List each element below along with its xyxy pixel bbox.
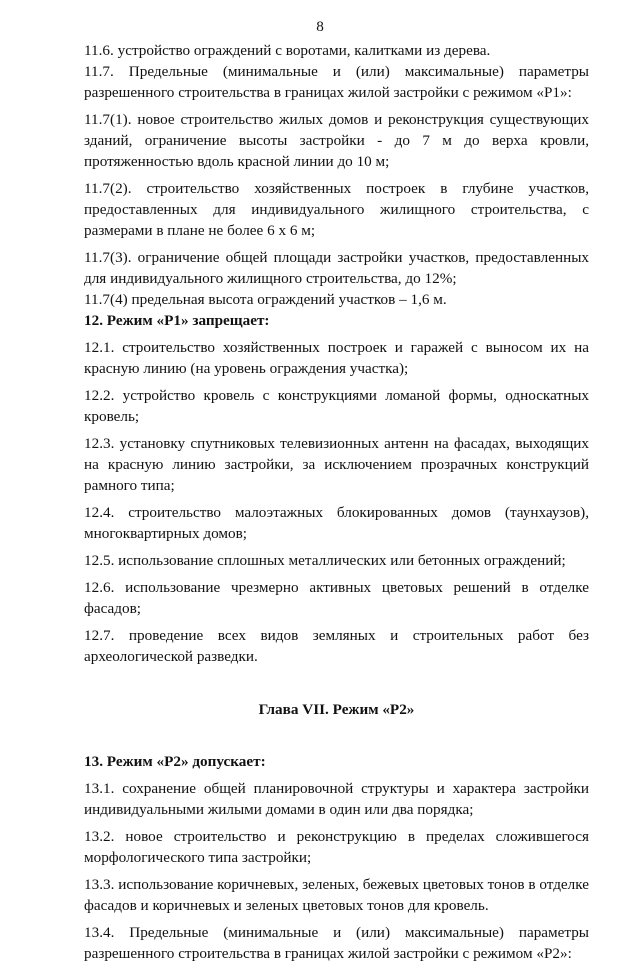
paragraph-13-3: 13.3. использование коричневых, зеленых, бежевых цветовых тонов в отделке фасадов и коричневых и зеленых цветовых тонов для кровель.: [84, 876, 589, 914]
paragraph-13-4: 13.4. Предельные (минимальные и (или) максимальные) параметры разрешенного строительства в границах жилой застройки с режимом «Р2»:: [84, 924, 589, 962]
page-content: [84, 40, 589, 964]
paragraph-11-7-4: 11.7(4) предельная высота ограждений участков – 1,6 м.: [84, 291, 447, 308]
paragraph-12-2: 12.2. устройство кровель с конструкциями ломаной формы, односкатных кровель;: [84, 387, 589, 425]
paragraph-12-5: 12.5. использование сплошных металлических или бетонных ограждений;: [84, 552, 566, 569]
page-number: 8: [316, 18, 324, 35]
paragraph-12-7: 12.7. проведение всех видов земляных и строительных работ без археологической разведки.: [84, 627, 589, 665]
chapter-title: Глава VII. Режим «Р2»: [258, 701, 415, 718]
paragraph-11-7-3: 11.7(3). ограничение общей площади застройки участков, предоставленных для индивидуального жилищного строительства, до 12%;: [84, 249, 589, 287]
paragraph-12-4: 12.4. строительство малоэтажных блокированных домов (таунхаузов), многоквартирных домов;: [84, 504, 589, 542]
section-heading-13: 13. Режим «Р2» допускает:: [84, 753, 266, 770]
paragraph-11-6: 11.6. устройство ограждений с воротами, калитками из дерева.: [84, 42, 491, 59]
paragraph-13-2: 13.2. новое строительство и реконструкцию в пределах сложившегося морфологического типа застройки;: [84, 828, 589, 866]
section-heading-12: 12. Режим «Р1» запрещает:: [84, 312, 270, 329]
paragraph-11-7: 11.7. Предельные (минимальные и (или) максимальные) параметры разрешенного строительства в границах жилой застройки с режимом «Р1»:: [84, 63, 589, 101]
paragraph-11-7-1: 11.7(1). новое строительство жилых домов и реконструкция существующих зданий, ограничение высоты застройки - до 7 м до верха кровли, протяженностью вдоль красной линии до 10 м;: [84, 111, 589, 170]
paragraph-12-1: 12.1. строительство хозяйственных построек и гаражей с выносом их на красную линию (на уровень ограждения участка);: [84, 339, 589, 377]
paragraph-12-6: 12.6. использование чрезмерно активных цветовых решений в отделке фасадов;: [84, 579, 589, 617]
paragraph-12-3: 12.3. установку спутниковых телевизионных антенн на фасадах, выходящих на красную линию застройки, за исключением прозрачных конструкций рамного типа;: [84, 435, 589, 494]
paragraph-11-7-2: 11.7(2). строительство хозяйственных построек в глубине участков, предоставленных для индивидуального жилищного строительства, с размерами в плане не более 6 х 6 м;: [84, 180, 589, 239]
paragraph-13-1: 13.1. сохранение общей планировочной структуры и характера застройки индивидуальными жилыми домами в один или два порядка;: [84, 780, 589, 818]
